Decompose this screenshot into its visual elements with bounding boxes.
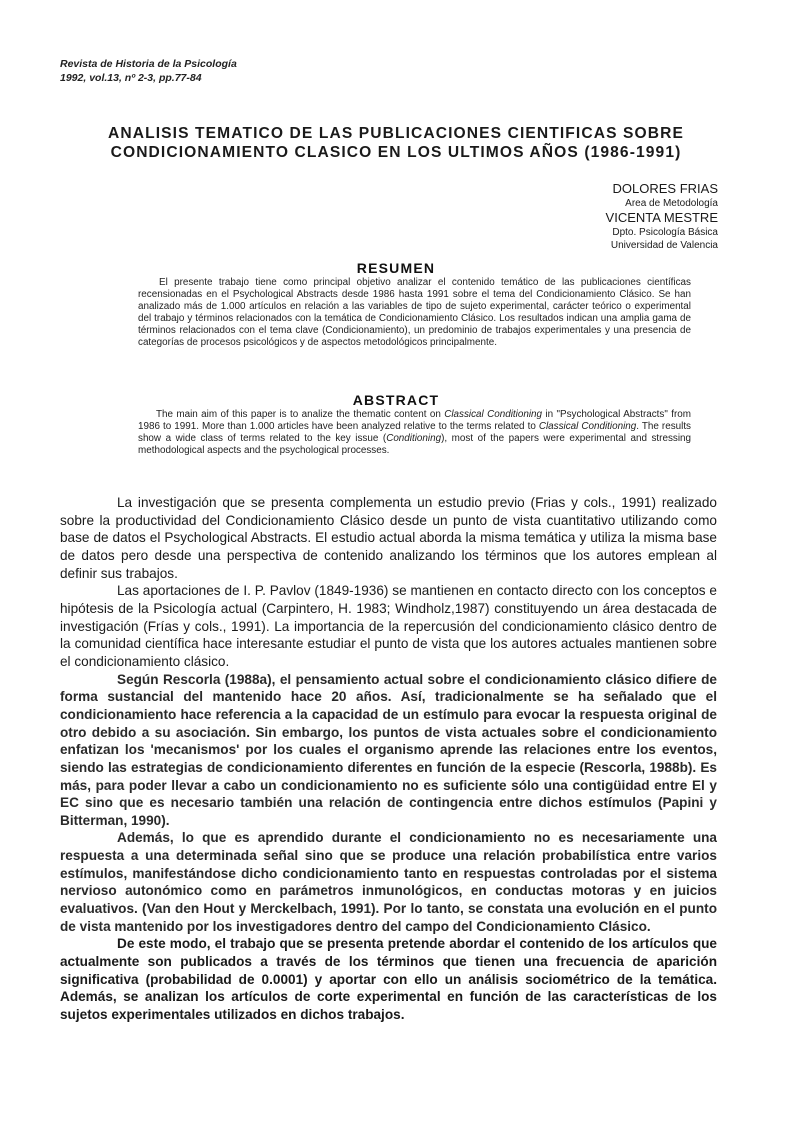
journal-name: Revista de Historia de la Psicología (60, 58, 237, 70)
abstract-italic-2: Classical Conditioning (538, 420, 637, 432)
journal-header (60, 57, 237, 85)
author-affiliation-3: Universidad de Valencia (610, 240, 718, 251)
author-name-1: DOLORES FRIAS (612, 181, 718, 196)
body-paragraph-4: Además, lo que es aprendido durante el condicionamiento no es necesariamente una respuesta a una determinada señal sino que se produce una relación probabilística entre varios estímulos, manifestándose dicho condicionamiento tanto en respuestas controladas por el sistema nervioso autonómico como en parámetros inmunológicos, en conductas motoras y en juicios evaluativos. (Van den Hout y Merckelbach, 1991). Por lo tanto, se constata una evolución en el punto de vista mantenido por los investigadores dentro del campo del Condicionamiento Clásico. (60, 830, 717, 934)
article-body (60, 494, 717, 1024)
abstract-block (138, 409, 691, 457)
author-block (606, 181, 718, 252)
abstract-part-4: ), most of the papers were experimental and stressing methodological aspects and the psychological processes. (138, 432, 692, 456)
resumen-block (138, 277, 691, 348)
abstract-italic-1: Classical Conditioning (444, 409, 543, 420)
abstract-heading: ABSTRACT (352, 392, 440, 408)
abstract-italic-3: Conditioning (386, 432, 442, 444)
article-title (60, 124, 732, 162)
body-paragraph-2: Las aportaciones de I. P. Pavlov (1849-1936) se mantienen en contacto directo con los conceptos e hipótesis de la Psicología actual (Carpintero, H. 1983; Windholz,1987) constituyendo un área destacada de investigación (Frías y cols., 1991). La importancia de la repercusión del condicionamiento clásico dentro de la comunidad científica hace interesante estudiar el punto de vista que los autores actuales mantienen sobre el condicionamiento clásico. (60, 583, 717, 669)
body-paragraph-3: Según Rescorla (1988a), el pensamiento actual sobre el condicionamiento clásico difiere de forma sustancial del mantenido hace 20 años. Así, tradicionalmente se ha señalado que el condicionamiento hace referencia a la capacidad de un estímulo para evocar la respuesta original de otro debido a su asociación. Sin embargo, los puntos de vista actuales sobre el condicionamiento enfatizan los 'mecanismos' por los cuales el organismo aprende las relaciones entre los eventos, siendo las estrategias de condicionamiento diferentes en función de la especie (Rescorla, 1988b). Es más, para poder llevar a cabo un condicionamiento no es suficiente sólo una contigüidad entre El y EC sino que es necesario también una relación de contingencia entre dichos estímulos (Papini y Bitterman, 1990). (60, 671, 717, 828)
author-affiliation-1: Area de Metodología (625, 198, 718, 209)
title-line-1: ANALISIS TEMATICO DE LAS PUBLICACIONES CIENTIFICAS SOBRE (108, 125, 684, 142)
abstract-part-2: in "Psychological Abstracts" from 1986 to 1991. More than 1.000 articles have been analyzed relative to the terms related to (138, 409, 691, 432)
title-line-2: CONDICIONAMIENTO CLASICO EN LOS ULTIMOS AÑOS (1986-1991) (110, 144, 682, 161)
body-paragraph-5: De este modo, el trabajo que se presenta pretende abordar el contenido de los artículos que actualmente son publicados a través de los términos que tienen una frecuencia de aparición significativa (probabilidad de 0.0001) y aportar con ello un análisis sociométrico de la temática. Además, se analizan los artículos de corte experimental en función de las características de los sujetos experimentales utilizados en dichos trabajos. (60, 936, 717, 1023)
resumen-heading: RESUMEN (356, 260, 436, 276)
body-paragraph-1: La investigación que se presenta complementa un estudio previo (Frias y cols., 1991) realizado sobre la productividad del Condicionamiento Clásico desde un punto de vista cuantitativo utilizando como base de datos el Psychological Abstracts. El estudio actual aborda la misma temática y utiliza la misma base de datos pero desde una perspectiva de contenido analizando los términos que los autores emplean al definir sus trabajos. (60, 495, 717, 581)
journal-citation: 1992, vol.13, nº 2-3, pp.77-84 (60, 72, 202, 84)
author-affiliation-2: Dpto. Psicología Básica (612, 227, 718, 238)
abstract-part-1: The main aim of this paper is to analize the thematic content on (156, 409, 445, 420)
author-name-2: VICENTA MESTRE (605, 210, 718, 225)
abstract-text (138, 409, 691, 457)
abstract-part-3: . The results show a wide class of terms related to the key issue ( (138, 420, 691, 444)
resumen-text: El presente trabajo tiene como principal objetivo analizar el contenido temático de las publicaciones científicas recensionadas en el Psychological Abstracts desde 1986 hasta 1991 sobre el tema del Condicionamiento Clásico. Se han analizado más de 1.000 artículos en relación a las variables de tipo de sujeto experimental, carácter teórico o experimental del trabajo y términos relacionados con la temática de Condicionamiento Clásico. Los resultados indican una amplia gama de términos relacionados con el tema clave (Condicionamiento), un predominio de trabajos experimentales y una presencia de categorías de procesos psicológicos y de aspectos metodológicos principalmente. (138, 277, 691, 348)
